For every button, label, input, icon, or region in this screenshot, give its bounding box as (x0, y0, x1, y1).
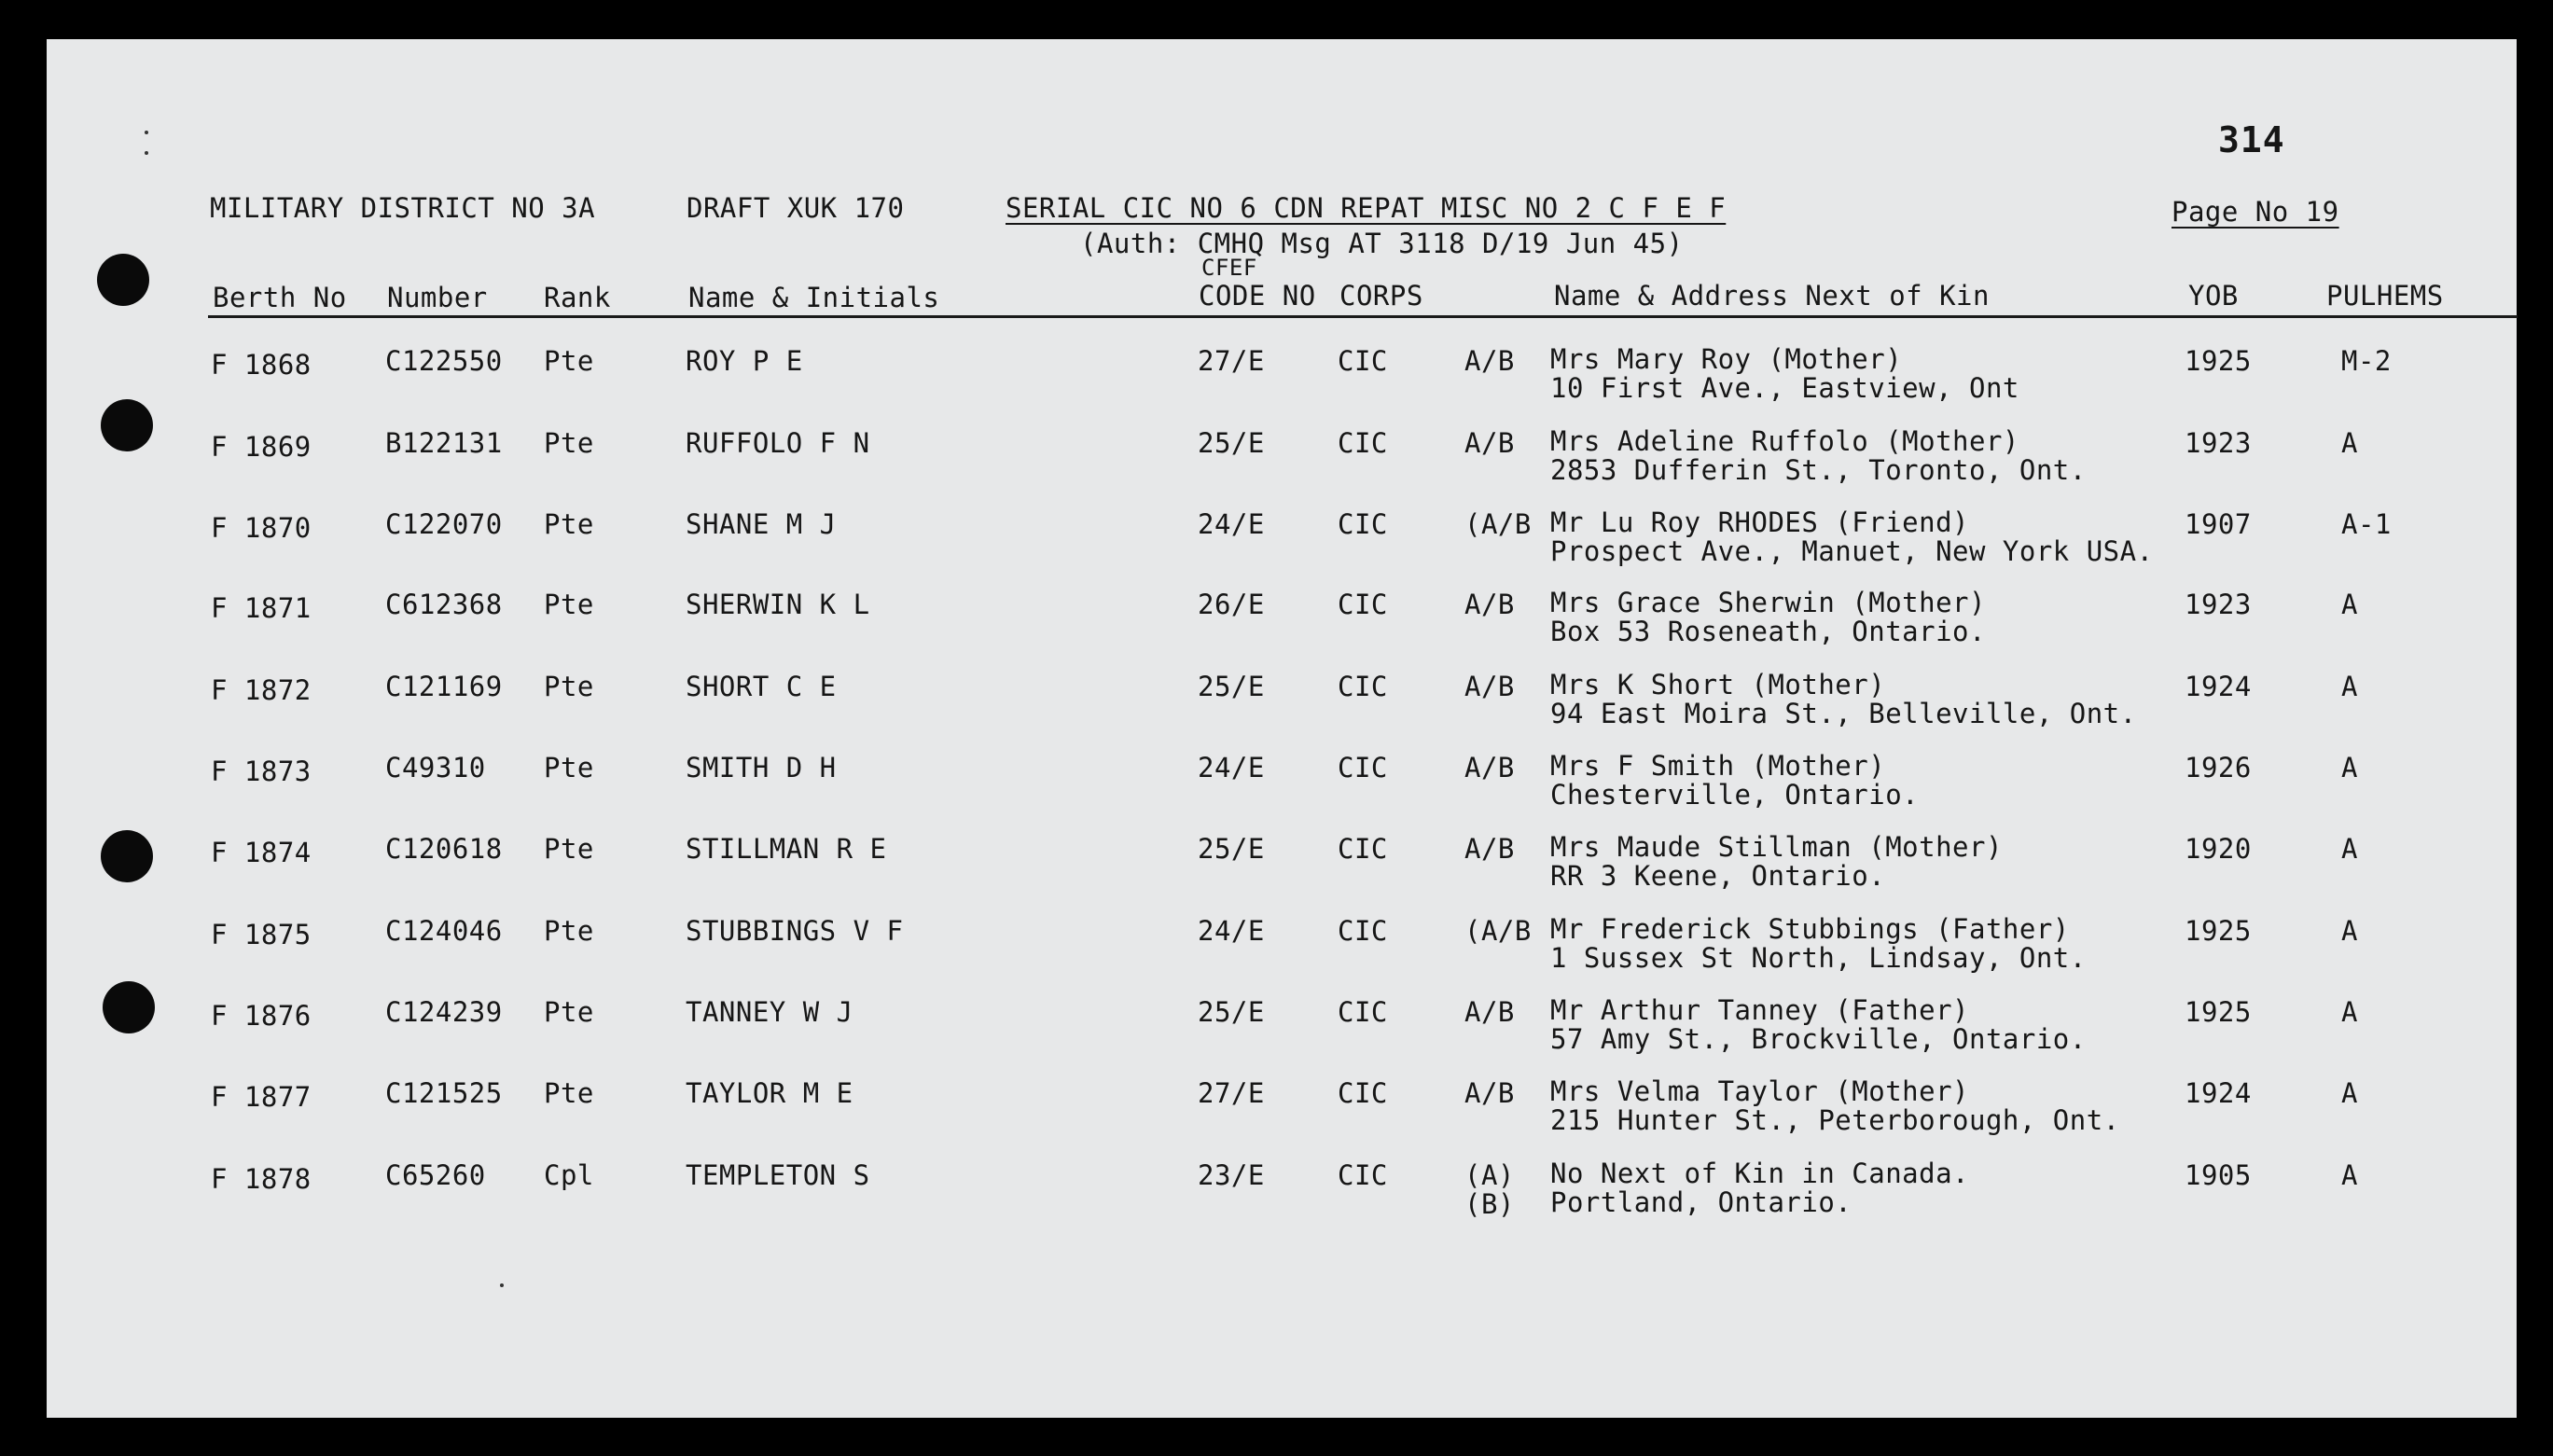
next-of-kin-address: Portland, Ontario. (1550, 1186, 1852, 1218)
col-code: CODE NO (1199, 280, 1316, 312)
rank: Pte (544, 833, 594, 865)
col-name: Name & Initials (688, 282, 940, 313)
serial-label: SERIAL CIC NO 6 CDN REPAT MISC NO 2 C F E F (1006, 192, 1727, 224)
speck (500, 1283, 504, 1287)
cfef-code: 24/E (1198, 508, 1265, 540)
next-of-kin-address: 215 Hunter St., Peterborough, Ont. (1550, 1104, 2120, 1136)
next-of-kin-name: Mr Lu Roy RHODES (Friend) (1550, 506, 1969, 538)
next-of-kin-name: Mrs K Short (Mother) (1550, 669, 1886, 700)
col-yob: YOB (2188, 280, 2239, 312)
col-pulhems: PULHEMS (2326, 280, 2444, 312)
corps: CIC (1338, 752, 1388, 783)
table-row (0, 589, 2553, 669)
corps: CIC (1338, 1159, 1388, 1191)
pulhems: A (2341, 427, 2358, 459)
rank: Pte (544, 508, 594, 540)
cfef-code: 27/E (1198, 1077, 1265, 1109)
cfef-code: 25/E (1198, 996, 1265, 1028)
name-initials: STILLMAN R E (686, 833, 887, 865)
next-of-kin-name: Mr Arthur Tanney (Father) (1550, 994, 1969, 1026)
table-row (0, 1077, 2553, 1158)
next-of-kin-address: Box 53 Roseneath, Ontario. (1550, 616, 1986, 647)
name-initials: RUFFOLO F N (686, 427, 870, 459)
corps: CIC (1338, 671, 1388, 702)
service-number: C49310 (385, 752, 486, 783)
next-of-kin-name: Mrs Maude Stillman (Mother) (1550, 831, 2003, 863)
page-label: Page No 19 (2171, 196, 2339, 228)
yob: 1907 (2185, 508, 2252, 540)
cfef-code: 27/E (1198, 345, 1265, 377)
table-row (0, 1159, 2553, 1240)
pulhems: M-2 (2341, 345, 2392, 377)
next-of-kin-address: 1 Sussex St North, Lindsay, Ont. (1550, 942, 2087, 974)
service-number: C121525 (385, 1077, 503, 1109)
rank: Pte (544, 752, 594, 783)
table-row (0, 833, 2553, 913)
berth-no: F 1876 (211, 1000, 312, 1032)
cfef-code: 26/E (1198, 589, 1265, 620)
rank: Pte (544, 996, 594, 1028)
name-initials: ROY P E (686, 345, 803, 377)
yob: 1920 (2185, 833, 2252, 865)
name-initials: TAYLOR M E (686, 1077, 853, 1109)
next-of-kin-name: Mrs Grace Sherwin (Mother) (1550, 587, 1986, 618)
berth-no: F 1868 (211, 349, 312, 381)
yob: 1905 (2185, 1159, 2252, 1191)
name-initials: TANNEY W J (686, 996, 853, 1028)
rank: Pte (544, 345, 594, 377)
ab-marker: (A) (1464, 1159, 1515, 1191)
speck (145, 131, 148, 134)
table-row (0, 508, 2553, 589)
yob: 1925 (2185, 996, 2252, 1028)
name-initials: SHORT C E (686, 671, 837, 702)
next-of-kin-address: Prospect Ave., Manuet, New York USA. (1550, 535, 2154, 567)
berth-no: F 1875 (211, 919, 312, 950)
service-number: C612368 (385, 589, 503, 620)
next-of-kin-name: Mrs Adeline Ruffolo (Mother) (1550, 425, 2019, 457)
name-initials: SHANE M J (686, 508, 837, 540)
next-of-kin-name: Mrs F Smith (Mother) (1550, 750, 1886, 782)
table-row (0, 996, 2553, 1076)
district-label: MILITARY DISTRICT NO 3A (210, 192, 596, 224)
ab-marker: A/B (1464, 589, 1515, 620)
next-of-kin-address: 2853 Dufferin St., Toronto, Ont. (1550, 454, 2087, 486)
cfef-code: 24/E (1198, 752, 1265, 783)
header-rule (208, 315, 2518, 318)
cfef-code: 23/E (1198, 1159, 1265, 1191)
table-row (0, 915, 2553, 995)
yob: 1924 (2185, 1077, 2252, 1109)
next-of-kin-address: RR 3 Keene, Ontario. (1550, 860, 1886, 892)
pulhems: A (2341, 996, 2358, 1028)
berth-no: F 1878 (211, 1163, 312, 1195)
name-initials: TEMPLETON S (686, 1159, 870, 1191)
ab-marker: A/B (1464, 427, 1515, 459)
berth-no: F 1872 (211, 674, 312, 706)
rank: Pte (544, 427, 594, 459)
next-of-kin-name: Mrs Velma Taylor (Mother) (1550, 1075, 1969, 1107)
ab-marker: (A/B (1464, 508, 1532, 540)
corps: CIC (1338, 589, 1388, 620)
corps: CIC (1338, 915, 1388, 947)
next-of-kin-address: 94 East Moira St., Belleville, Ont. (1550, 698, 2137, 729)
col-rank: Rank (544, 282, 611, 313)
service-number: B122131 (385, 427, 503, 459)
ab-marker: A/B (1464, 345, 1515, 377)
cfef-code: 24/E (1198, 915, 1265, 947)
name-initials: STUBBINGS V F (686, 915, 904, 947)
col-kin: Name & Address Next of Kin (1554, 280, 1990, 312)
cfef-code: 25/E (1198, 427, 1265, 459)
service-number: C124239 (385, 996, 503, 1028)
next-of-kin-name: Mrs Mary Roy (Mother) (1550, 343, 1903, 375)
ab-marker: A/B (1464, 833, 1515, 865)
berth-no: F 1873 (211, 756, 312, 787)
ab-marker: A/B (1464, 996, 1515, 1028)
berth-no: F 1869 (211, 431, 312, 463)
next-of-kin-address: 57 Amy St., Brockville, Ontario. (1550, 1023, 2087, 1055)
corps: CIC (1338, 1077, 1388, 1109)
yob: 1925 (2185, 345, 2252, 377)
berth-no: F 1870 (211, 512, 312, 544)
auth-label: (Auth: CMHQ Msg AT 3118 D/19 Jun 45) (1080, 228, 1684, 259)
rank: Pte (544, 671, 594, 702)
corps: CIC (1338, 508, 1388, 540)
corps: CIC (1338, 996, 1388, 1028)
berth-no: F 1871 (211, 592, 312, 624)
rank: Pte (544, 589, 594, 620)
rank: Cpl (544, 1159, 594, 1191)
yob: 1925 (2185, 915, 2252, 947)
pulhems: A (2341, 671, 2358, 702)
service-number: C122550 (385, 345, 503, 377)
berth-no: F 1877 (211, 1081, 312, 1113)
rank: Pte (544, 1077, 594, 1109)
ab-marker: (A/B (1464, 915, 1532, 947)
col-number: Number (387, 282, 488, 313)
punch-hole (97, 254, 149, 306)
service-number: C122070 (385, 508, 503, 540)
service-number: C121169 (385, 671, 503, 702)
pulhems: A (2341, 915, 2358, 947)
pulhems: A-1 (2341, 508, 2392, 540)
next-of-kin-address: 10 First Ave., Eastview, Ont (1550, 372, 2019, 404)
cfef-code: 25/E (1198, 671, 1265, 702)
rank: Pte (544, 915, 594, 947)
table-row (0, 752, 2553, 832)
corps: CIC (1338, 345, 1388, 377)
draft-label: DRAFT XUK 170 (687, 192, 905, 224)
yob: 1923 (2185, 589, 2252, 620)
pulhems: A (2341, 589, 2358, 620)
pulhems: A (2341, 752, 2358, 783)
yob: 1924 (2185, 671, 2252, 702)
ab-marker: A/B (1464, 671, 1515, 702)
corps: CIC (1338, 427, 1388, 459)
ab-marker: A/B (1464, 752, 1515, 783)
next-of-kin-name: No Next of Kin in Canada. (1550, 1158, 1969, 1189)
col-berth: Berth No (213, 282, 347, 313)
ab-marker: A/B (1464, 1077, 1515, 1109)
speck (145, 151, 148, 155)
service-number: C124046 (385, 915, 503, 947)
cfef-code: 25/E (1198, 833, 1265, 865)
service-number: C120618 (385, 833, 503, 865)
pulhems: A (2341, 1077, 2358, 1109)
yob: 1923 (2185, 427, 2252, 459)
next-of-kin-address: Chesterville, Ontario. (1550, 779, 1920, 811)
col-corps: CORPS (1339, 280, 1423, 312)
page-stamp: 314 (2218, 119, 2285, 160)
table-row (0, 671, 2553, 751)
name-initials: SMITH D H (686, 752, 837, 783)
name-initials: SHERWIN K L (686, 589, 870, 620)
service-number: C65260 (385, 1159, 486, 1191)
col-cfef: CFEF (1201, 255, 1257, 281)
table-row (0, 345, 2553, 425)
corps: CIC (1338, 833, 1388, 865)
table-row (0, 427, 2553, 507)
yob: 1926 (2185, 752, 2252, 783)
pulhems: A (2341, 1159, 2358, 1191)
next-of-kin-name: Mr Frederick Stubbings (Father) (1550, 913, 2070, 945)
pulhems: A (2341, 833, 2358, 865)
berth-no: F 1874 (211, 837, 312, 868)
ab-marker-2: (B) (1464, 1188, 1515, 1220)
